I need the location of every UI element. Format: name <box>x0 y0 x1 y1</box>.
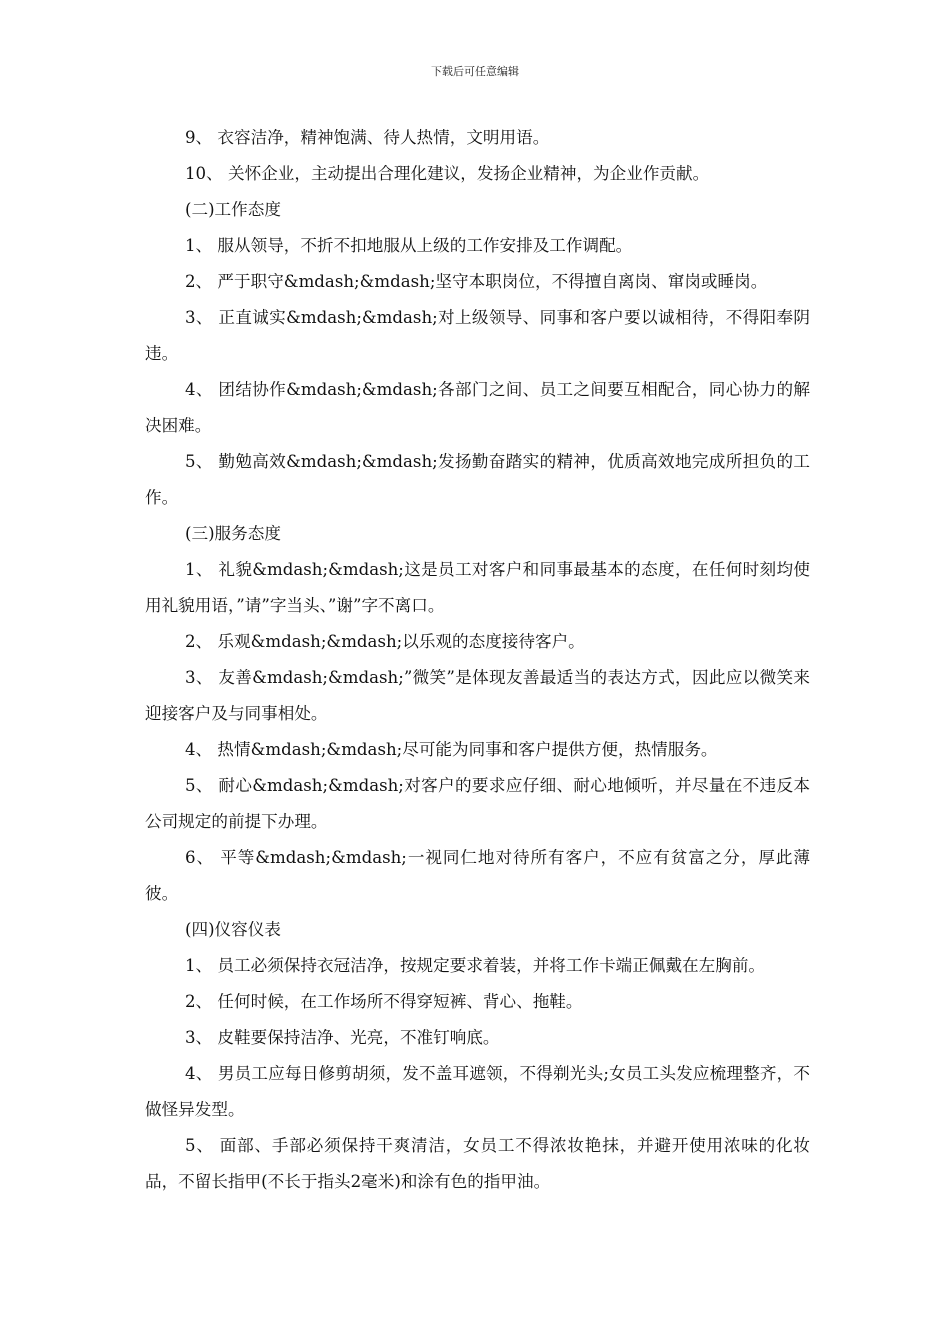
section-heading: (四)仪容仪表 <box>185 920 281 939</box>
paragraph: 1、 服从领导，不折不扣地服从上级的工作安排及工作调配。 <box>185 236 633 255</box>
section-heading: (三)服务态度 <box>185 524 281 543</box>
paragraph: 4、 团结协作&mdash;&mdash;各部门之间、员工之间要互相配合，同心协力的解决困难。 <box>145 380 810 435</box>
paragraph: 4、 热情&mdash;&mdash;尽可能为同事和客户提供方便，热情服务。 <box>185 740 718 759</box>
paragraph: 9、 衣容洁净，精神饱满、待人热情，文明用语。 <box>185 128 550 147</box>
paragraph: 5、 面部、手部必须保持干爽清洁，女员工不得浓妆艳抹，并避开使用浓味的化妆品，不留长指甲(不长于指头2毫米)和涂有色的指甲油。 <box>145 1136 810 1191</box>
paragraph: 1、 员工必须保持衣冠洁净，按规定要求着装，并将工作卡端正佩戴在左胸前。 <box>185 956 766 975</box>
paragraph: 2、 严于职守&mdash;&mdash;坚守本职岗位，不得擅自离岗、窜岗或睡岗。 <box>185 272 768 291</box>
paragraph: 5、 耐心&mdash;&mdash;对客户的要求应仔细、耐心地倾听，并尽量在不违反本公司规定的前提下办理。 <box>145 776 810 831</box>
paragraph: 2、 任何时候，在工作场所不得穿短裤、背心、拖鞋。 <box>185 992 583 1011</box>
paragraph: 6、 平等&mdash;&mdash;一视同仁地对待所有客户，不应有贫富之分，厚此薄彼。 <box>145 848 810 903</box>
paragraph: 10、 关怀企业，主动提出合理化建议，发扬企业精神，为企业作贡献。 <box>185 164 710 183</box>
document-body <box>145 120 810 1200</box>
paragraph: 3、 友善&mdash;&mdash;”微笑”是体现友善最适当的表达方式，因此应以微笑来迎接客户及与同事相处。 <box>145 668 810 723</box>
paragraph: 4、 男员工应每日修剪胡须，发不盖耳遮领，不得剃光头;女员工头发应梳理整齐，不做怪异发型。 <box>145 1064 810 1119</box>
paragraph: 1、 礼貌&mdash;&mdash;这是员工对客户和同事最基本的态度，在任何时刻均使用礼貌用语，”请”字当头、”谢”字不离口。 <box>145 560 810 615</box>
paragraph: 5、 勤勉高效&mdash;&mdash;发扬勤奋踏实的精神，优质高效地完成所担负的工作。 <box>145 452 810 507</box>
paragraph: 2、 乐观&mdash;&mdash;以乐观的态度接待客户。 <box>185 632 585 651</box>
paragraph: 3、 皮鞋要保持洁净、光亮，不准钉响底。 <box>185 1028 500 1047</box>
paragraph: 3、 正直诚实&mdash;&mdash;对上级领导、同事和客户要以诚相待，不得阳奉阴违。 <box>145 308 810 363</box>
section-heading: (二)工作态度 <box>185 200 281 219</box>
page-header: 下载后可任意编辑 <box>431 65 519 78</box>
